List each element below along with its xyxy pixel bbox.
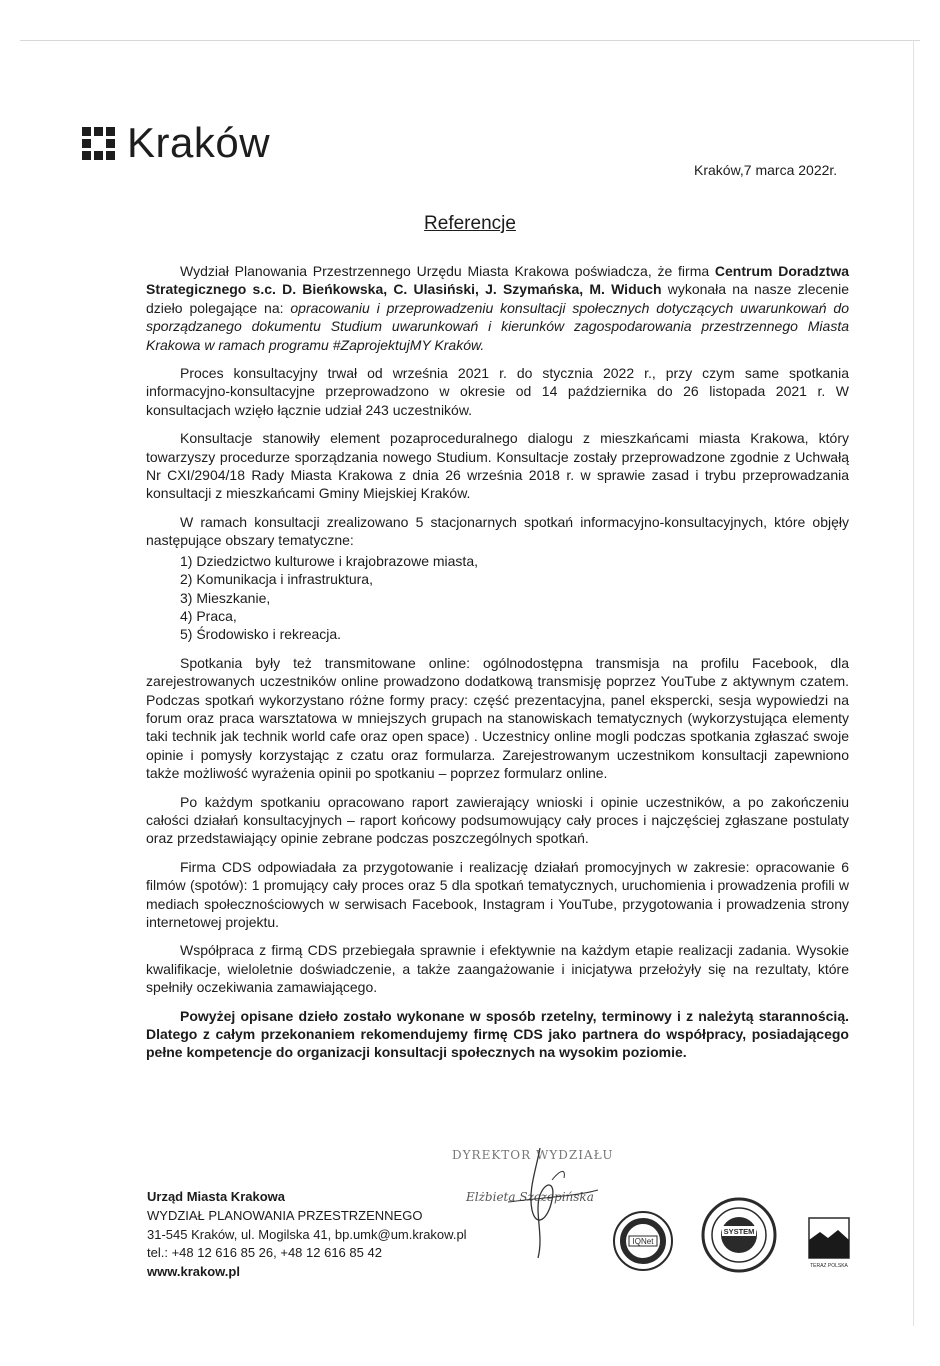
system-seal-text: SYSTEM — [723, 1227, 755, 1236]
paragraph-7: Firma CDS odpowiadała za przygotowanie i realizację działań promocyjnych w zakresie: opracowanie 6 filmów (spotów): 1 promujący cały proces oraz 5 dla spotkań tematycznych, uruchomienia i prowadzenia profili w mediach społecznościowych w serwisach Facebook, Instagram i YouTube, przygotowania i prowadzenia strony internetowej projektu. — [146, 858, 849, 930]
footer-office: Urząd Miasta Krakowa — [147, 1189, 285, 1204]
list-item: 3) Mieszkanie, — [180, 589, 271, 606]
p1-scope: opracowaniu i przeprowadzeniu konsultacji społecznych dotyczących uwarunkowań do sporządzanego dokumentu Studium uwarunkowań i kierunków zagospodarowania przestrzennego Miasta Krakowa w ramach programu #ZaprojektujMY Kraków. — [146, 299, 850, 353]
company-name: Centrum Doradztwa Strategicznego s.c. D. Bieńkowska, C. Ulasiński, J. Szymańska, M. Widuch — [146, 263, 850, 298]
teraz-polska-text: TERAZ POLSKA — [810, 1263, 848, 1269]
paragraph-4: W ramach konsultacji zrealizowano 5 stacjonarnych spotkań informacyjno-konsultacyjnych, które objęły następujące obszary tematyczne: — [146, 513, 849, 549]
footer-address: 31-545 Kraków, ul. Mogilska 41, bp.umk@um.krakow.pl — [147, 1226, 467, 1242]
paragraph-6: Po każdym spotkaniu opracowano raport zawierający wnioski i opinie uczestników, a po zakończeniu całości działań konsultacyjnych – raport końcowy podsumowujący cały proces i najczęściej zgłaszane postulaty oraz przedstawiający opinie zebrane podczas poszczególnych spotkań. — [146, 793, 849, 847]
paragraph-5: Spotkania były też transmitowane online: ogólnodostępna transmisja na profilu Facebook, dla zarejestrowanych uczestników online prowadzono dodatkową transmisję poprzez YouTube z aktywnym czatem. Podczas spotkań wykorzystano różne formy pracy: część prezentacyjna, panel ekspercki, sesja wypowiedzi na forum oraz praca warsztatowa w mniejszych grupach na stanowiskach tematycznych (wykorzystująca elementy taki technik jak technik world cafe oraz open space) . Uczestnicy online mogli podczas spotkania zgłaszać swoje opinie i pomysły korzystając z czatu oraz formularza. Zarejestrowanym uczestnikom konsultacji zapewniono także możliwość wyrażenia opinii po spotkaniu – poprzez formularz online. — [146, 654, 849, 782]
footer-contact — [147, 1188, 467, 1282]
paragraph-3: Konsultacje stanowiły element pozaproceduralnego dialogu z mieszkańcami miasta Krakowa, który towarzyszy procedurze sporządzania nowego Studium. Konsultacje zostały przeprowadzone zgodnie z Uchwałą Nr CXI/2904/18 Rady Miasta Krakowa z dnia 26 września 2018 r. w sprawie zasad i trybu przeprowadzania konsultacji z mieszkańcami Gminy Miejskiej Kraków. — [146, 430, 849, 502]
seal-inner-text: IQNet — [632, 1237, 654, 1246]
stamp-title: DYREKTOR WYDZIAŁU — [452, 1148, 614, 1162]
handwritten-signature — [448, 1140, 638, 1260]
paragraph-1 — [146, 262, 849, 354]
paragraph-8: Współpraca z firmą CDS przebiegała sprawnie i efektywnie na każdym etapie realizacji zadania. Wysokie kwalifikacje, wieloletnie doświadczenie, a także zaangażowanie i inicjatywa przełożyły się na rezultaty, które spełniły oczekiwania zamawiającego. — [146, 942, 849, 996]
letter-date: Kraków,7 marca 2022r. — [694, 162, 838, 178]
footer-department: WYDZIAŁ PLANOWANIA PRZESTRZENNEGO — [147, 1207, 423, 1223]
footer-phone: tel.: +48 12 616 85 26, +48 12 616 85 42 — [147, 1245, 382, 1261]
letter-title: Referencje — [424, 213, 516, 234]
paragraph-2: Proces konsultacyjny trwał od września 2021 r. do stycznia 2022 r., przy czym same spotkania informacyjno-konsultacyjne przeprowadzono w okresie od 14 października do 26 listopada 2021 r. W konsultacjach wzięło łącznie udział 243 uczestników. — [146, 365, 849, 418]
logo-text: Kraków — [127, 119, 271, 166]
topics-list — [180, 552, 849, 644]
list-item: 1) Dziedzictwo kulturowe i krajobrazowe miasta, — [180, 552, 478, 569]
top-rule — [20, 40, 920, 41]
list-item: 2) Komunikacja i infrastruktura, — [180, 571, 373, 588]
footer-website: www.krakow.pl — [147, 1264, 240, 1280]
list-item: 4) Praca, — [180, 607, 237, 624]
krakow-logo-icon — [82, 127, 115, 160]
p1-intro: Wydział Planowania Przestrzennego Urzędu Miasta Krakowa poświadcza, że firma — [180, 263, 715, 279]
closing-paragraph: Powyżej opisane dzieło zostało wykonane w sposób rzetelny, terminowy i z należytą starannością. Dlatego z całym przekonaniem rekomendujemy firmę CDS jako partnera do współpracy, posiadającego pełne kompetencje do organizacji konsultacji społecznych na wysokim poziomie. — [146, 1007, 849, 1061]
letter-body — [146, 262, 849, 1072]
stamp-name: Elżbieta Szczepińska — [466, 1190, 594, 1204]
krakow-logo — [82, 119, 271, 166]
teraz-polska-logo-icon — [806, 1214, 852, 1270]
list-item: 5) Środowisko i rekreacja. — [180, 626, 342, 643]
system-certification-seal-icon — [700, 1196, 778, 1274]
p1-middle: wykonała na nasze zlecenie dzieło polegające na: — [146, 281, 849, 316]
certification-seal-icon — [612, 1210, 674, 1272]
